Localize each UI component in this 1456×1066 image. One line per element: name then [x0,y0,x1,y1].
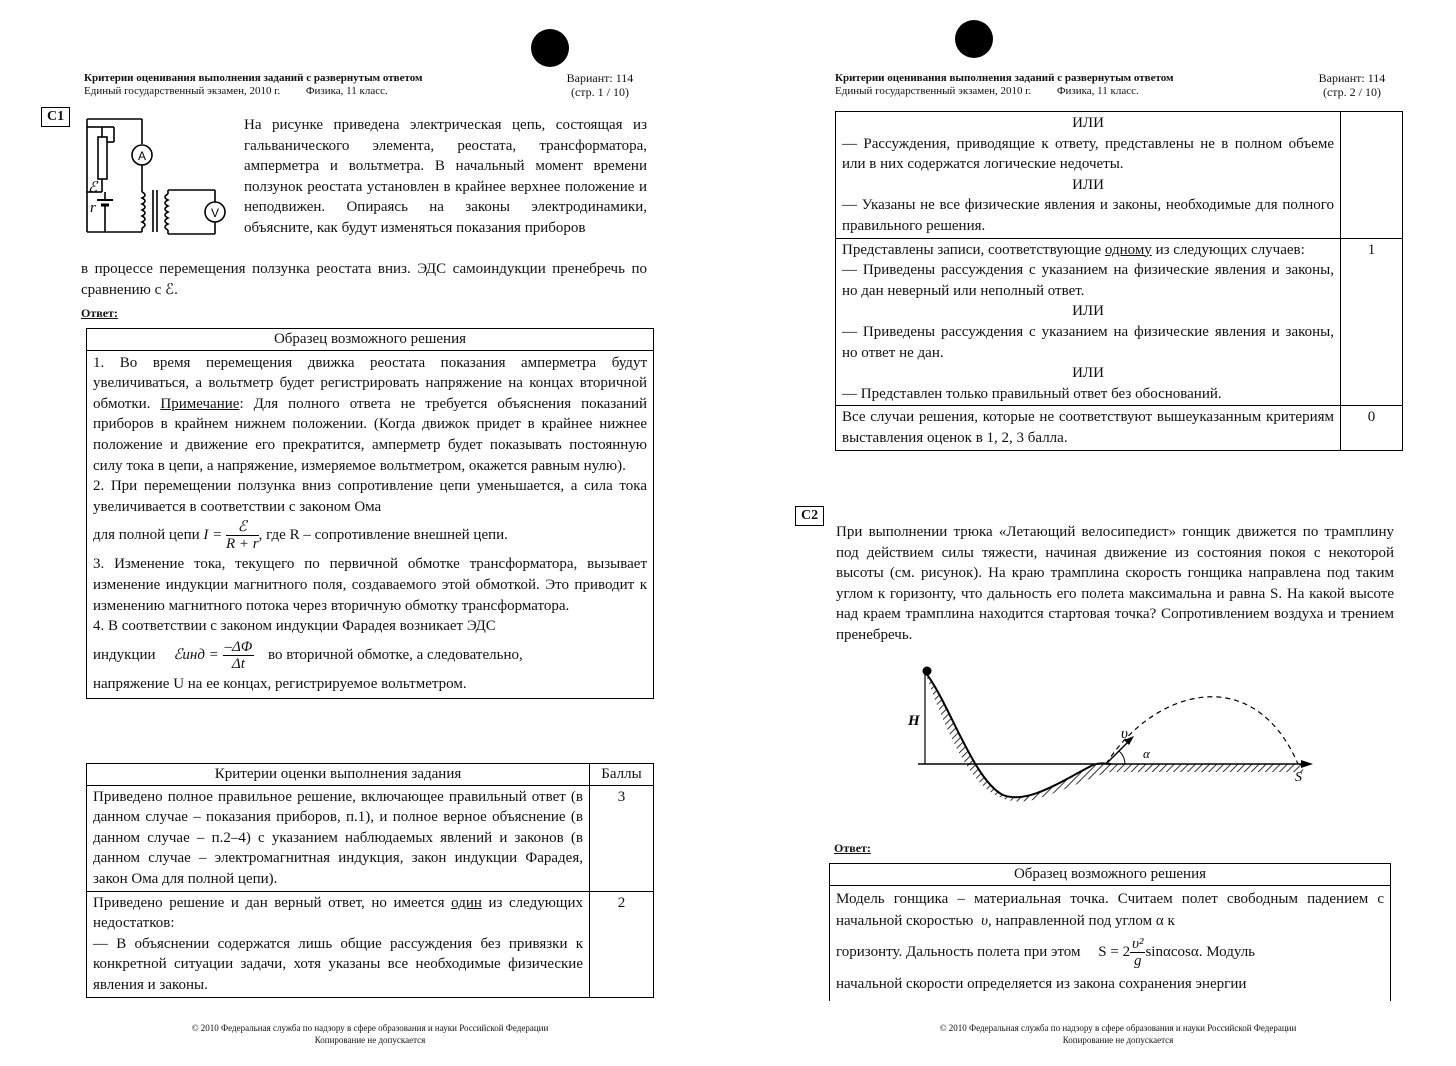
formula-rhs: sinαcosα [1145,943,1199,960]
voltmeter-symbol: V [210,206,220,220]
or-separator: ИЛИ [1072,115,1104,131]
header-title: Критерии оценивания выполнения заданий с развернутым ответом [84,72,423,84]
solution-step-4: 4. В соответствии с законом индукции Фарадея возникает ЭДС [93,618,496,635]
criterion-2-continued [836,112,1341,239]
criteria-table [86,763,654,998]
criterion-0: Все случаи решения, которые не соответствуют вышеуказанным критериям выставления оценок в 1, 2, 3 балла. [836,406,1341,450]
header-subject: Физика, 11 класс. [1056,85,1139,97]
formula-suffix: во вторичной обмотке, а следовательно, [268,646,523,663]
formula-lhs: I = [203,527,223,544]
task-tag: C2 [795,506,824,526]
criterion-1-points: 1 [1341,238,1403,406]
faraday-fraction [223,639,255,672]
page-header [84,72,504,98]
formula-lhs: S = 2 [1098,943,1131,960]
ammeter-symbol: A [137,149,147,163]
criterion-2-continued-points [1341,112,1403,239]
range-fraction [1130,936,1145,969]
fraction-denominator: R + r [226,536,259,553]
footer-copyright: © 2010 Федеральная служба по надзору в сфере образования и науки Российской Федерации [191,1023,549,1033]
criterion-1 [836,238,1341,406]
answer-label: Ответ: [81,306,118,320]
formula-prefix: для полной цепи [93,527,200,544]
emf-symbol: ℰ [88,180,98,196]
formula-suffix: , где R – сопротивление внешней цепи. [258,527,508,544]
page-number: (стр. 2 / 10) [1322,85,1382,99]
note-label: Примечание [160,395,240,412]
criterion-2-points: 2 [590,891,654,997]
formula-prefix: индукции [93,646,156,663]
footer-copyright: © 2010 Федеральная служба по надзору в сфере образования и науки Российской Федерации [939,1023,1297,1033]
criterion-2-emphasis: один [451,894,482,911]
solution-header: Образец возможного решения [87,329,654,351]
solution-table [829,863,1391,1001]
footer-copy-notice: Копирование не допускается [1062,1035,1174,1045]
ohm-law-fraction [226,519,259,552]
footer-copy-notice: Копирование не допускается [314,1035,426,1045]
criterion-2-case: — В объяснении содержатся лишь общие рассуждения без привязки к конкретной ситуации задачи, хотя указаны все необходимые физические явления и законы. [93,935,583,993]
answer-label: Ответ: [834,841,871,855]
fraction-numerator: υ² [1132,935,1144,952]
task-text-continued: в процессе перемещения ползунка реостата вниз. ЭДС самоиндукции пренебречь по сравнению с ℰ. [81,261,647,298]
points-header: Баллы [590,764,654,786]
solution-text: Модель гонщика – материальная точка. Считаем полет свободным падением с начальной скоростью [836,890,1384,929]
solution-text-module: . Модуль [1198,943,1256,960]
solution-header: Образец возможного решения [830,864,1391,886]
page-header [835,72,1255,98]
solution-step-4-end: напряжение U на ее концах, регистрируемое вольтметром. [93,675,467,692]
or-separator: ИЛИ [1072,303,1104,320]
header-subtitle: Единый государственный экзамен, 2010 г. [835,85,1032,97]
solution-step-2: 2. При перемещении ползунка вниз сопротивление цепи уменьшается, а сила тока увеличивается в соответствии с законом Ома [93,478,647,515]
page-footer [868,1022,1368,1046]
fraction-denominator: Δt [231,655,245,672]
task-tag: C1 [41,107,70,127]
solution-step-1-text: 1. Во время перемещения движка реостата показания амперметра будут увеличиваться, а вольтметр будет регистрировать напряжение на концах вторичной обмотки. [93,354,647,412]
circuit-diagram [80,112,240,247]
criterion-2-case-c: — Указаны не все физические явления и законы, необходимые для полного правильного решения. [842,197,1334,234]
fraction-denominator: g [1134,952,1142,969]
header-subtitle: Единый государственный экзамен, 2010 г. [84,85,281,97]
fraction-numerator: ℰ [226,519,259,536]
criterion-1-case-b: — Приведены рассуждения с указанием на физические явления и законы, но ответ не дан. [842,323,1334,361]
punch-hole-dot [955,20,993,58]
solution-text-angle: , направленной под углом α к [988,912,1175,929]
criteria-header: Критерии оценки выполнения задания [87,764,590,786]
note-text: : Для полного ответа не требуется объяснения показаний приборов в крайнем нижнем положении. (Когда движок придет в крайнее нижнее положение и движение его прекратится, амперметр будет показывать постоянную силу тока в цепи, а напряжение, измеряемое вольтметром, окажется равным нулю). [93,395,647,474]
page-number: (стр. 1 / 10) [570,85,630,99]
task-text: При выполнении трюка «Летающий велосипедист» гонщик движется по трамплину под действием силы тяжести, начиная движение из состояния покоя с некоторой высоты (см. рисунок). На краю трамплина скорость гонщика направлена под таким углом к горизонту, что дальность его полета максимальна и равна S. На какой высоте над краем трамплина находится стартовая точка? Сопротивлением воздуха и трением пренебречь. [836,524,1394,643]
fraction-numerator: –ΔΦ [224,638,253,655]
solution-step-4-formula-line [93,637,647,674]
criterion-1-text: Представлены записи, соответствующие [842,241,1105,258]
solution-text-range: горизонту. Дальность полета при этом [836,943,1081,960]
solution-step-3: 3. Изменение тока, текущего по первичной обмотке трансформатора, вызывает изменение индукции магнитного поля, создаваемого этой обмоткой. Это приводит к изменению магнитного потока через вторичную обмотку трансформатора. [93,556,647,614]
criteria-table-continued [835,111,1403,451]
criterion-3-points: 3 [590,785,654,891]
solution-body [87,350,654,699]
solution-body [830,885,1391,1001]
task-text: На рисунке приведена электрическая цепь, состоящая из гальванического элемента, реостата, трансформатора, амперметра и вольтметра. В начальный момент времени ползунок реостата установлен в крайнее верхнее положение и неподвижен. Опираясь на законы электродинамики, объясните, как будут изменяться показания приборов [244,117,647,236]
velocity-label: υ [1121,726,1128,742]
right-page [728,0,1456,1066]
or-separator: ИЛИ [1072,176,1104,193]
height-label: H [908,713,920,729]
criterion-1-emphasis: одному [1104,241,1152,258]
criterion-2-text-end: из следующих недостатков: [93,894,583,932]
criterion-1-case-c: — Представлен только правильный ответ без обоснований. [842,385,1222,402]
or-separator: ИЛИ [1072,365,1104,382]
velocity-symbol: υ [981,912,989,929]
variant-block [560,71,640,99]
solution-table [86,328,654,699]
criterion-2-text: Приведено решение и дан верный ответ, но имеется [93,894,452,911]
criterion-3: Приведено полное правильное решение, включающее правильный ответ (в данном случае – показания приборов, п.1), и полное верное объяснение (в данном случае – п.2–4) с указанием наблюдаемых явлений и законов (в данном случае – электромагнитная индукция, закон индукции Фарадея, закон Ома для полной цепи). [87,785,590,891]
criterion-2-case-b: — Рассуждения, приводящие к ответу, представлены не в полном объеме или в них содержатся логические недочеты. [842,135,1334,173]
criterion-1-text-end: из следующих случаев: [1151,241,1305,258]
punch-hole-dot [531,29,569,67]
distance-label: S [1295,770,1302,785]
solution-step-1 [93,353,647,477]
formula-lhs: ℰинд = [173,646,219,663]
criterion-2 [87,891,590,997]
resistance-symbol: r [90,200,96,216]
solution-step-2-formula-line [93,517,647,554]
variant-block [1312,71,1392,99]
criterion-1-case-a: — Приведены рассуждения с указанием на физические явления и законы, но дан неверный или неполный ответ. [842,262,1334,299]
criterion-0-points: 0 [1341,406,1403,450]
header-title: Критерии оценивания выполнения заданий с развернутым ответом [835,72,1174,84]
angle-label: α [1143,746,1150,761]
page-footer [120,1022,620,1046]
solution-formula-line [836,932,1384,973]
ramp-figure [903,660,1323,805]
variant-label: Вариант: 114 [1318,71,1386,85]
solution-text-energy: начальной скорости определяется из закона сохранения энергии [836,975,1247,992]
header-subject: Физика, 11 класс. [305,85,388,97]
variant-label: Вариант: 114 [566,71,634,85]
